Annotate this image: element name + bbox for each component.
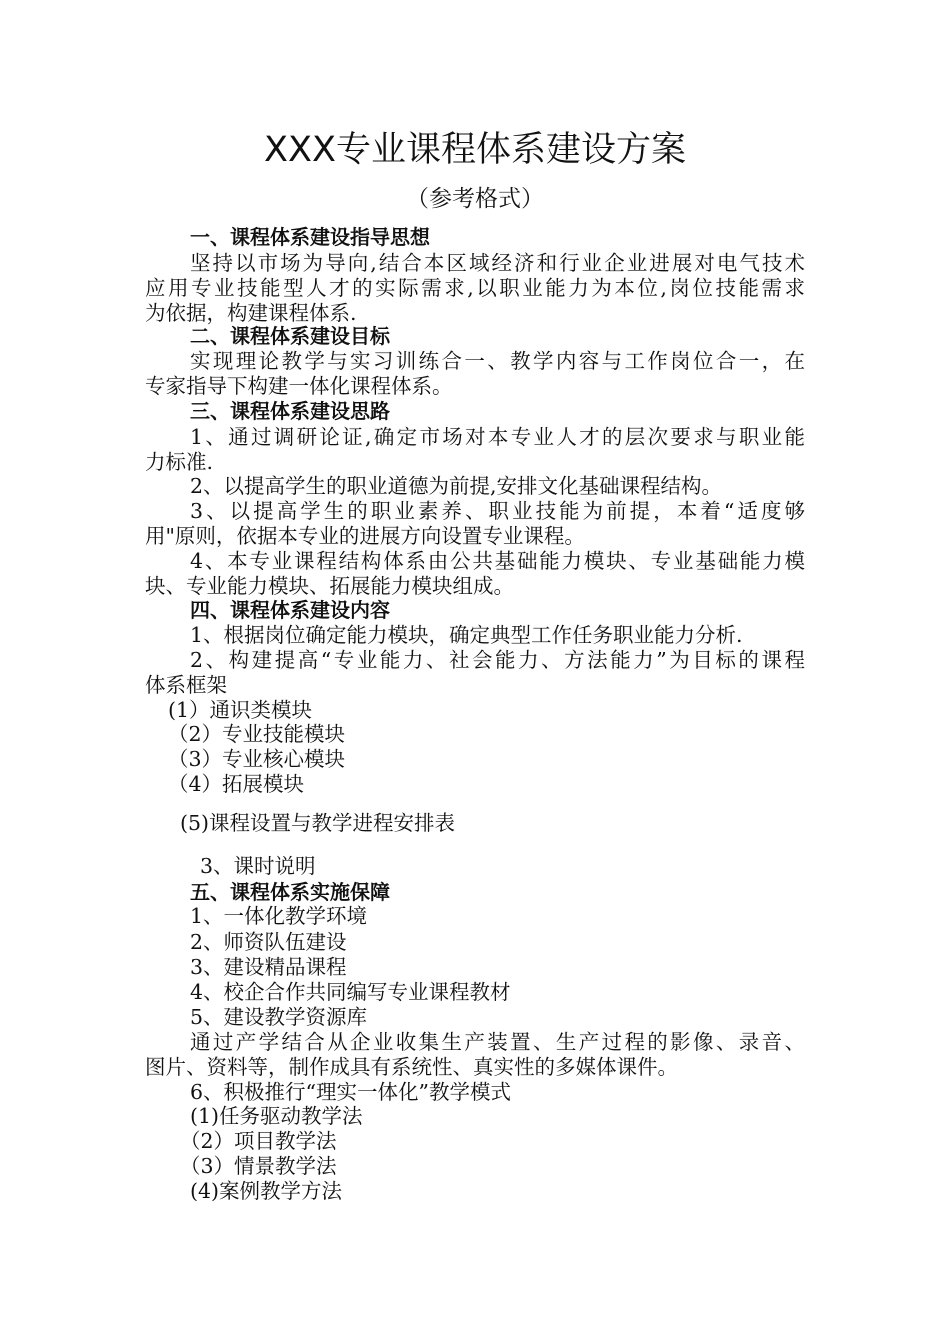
list-item-continuation: 体系框架 [145,673,227,697]
list-item: 2、构建提高“专业能力、社会能力、方法能力”为目标的课程 [190,648,805,672]
list-item: 2、师资队伍建设 [190,930,347,954]
section-heading-content: 四、课程体系建设内容 [190,598,390,622]
section-heading-goals: 二、课程体系建设目标 [190,324,390,348]
list-item: 1、根据岗位确定能力模块，确定典型工作任务职业能力分析. [190,623,743,647]
module-item: (5)课程设置与教学进程安排表 [180,811,456,835]
paragraph-line: 图片、资料等，制作成具有系统性、真实性的多媒体课件。 [145,1055,678,1079]
list-item: 4、本专业课程结构体系由公共基础能力模块、专业基础能力模 [190,549,805,573]
list-item: 3、课时说明 [200,854,316,878]
paragraph-line: 为依据，构建课程体系. [145,301,357,325]
section-heading-approach: 三、课程体系建设思路 [190,399,390,423]
module-item: （2）专业技能模块 [168,722,346,746]
document-title: XXX专业课程体系建设方案 [264,130,686,170]
section-heading-implementation: 五、课程体系实施保障 [190,880,390,904]
list-item: 4、校企合作共同编写专业课程教材 [190,980,511,1004]
section-heading-guiding-ideology: 一、课程体系建设指导思想 [190,225,430,249]
list-item: 2、以提高学生的职业道德为前提,安排文化基础课程结构。 [190,474,723,498]
document-subtitle: （参考格式） [406,186,544,212]
module-item: （4）拓展模块 [168,772,305,796]
list-item-continuation: 用"原则，依据本专业的进展方向设置专业课程。 [145,524,585,548]
module-item: (1）通识类模块 [168,698,313,722]
module-item: （3）专业核心模块 [168,747,346,771]
paragraph-line: 坚持以市场为导向,结合本区域经济和行业企业进展对电气技术 [190,251,805,275]
list-item: 1、通过调研论证,确定市场对本专业人才的层次要求与职业能 [190,425,805,449]
method-item: （2）项目教学法 [180,1129,337,1153]
list-item-continuation: 块、专业能力模块、拓展能力模块组成。 [145,574,514,598]
list-item: 6、积极推行“理实一体化”教学模式 [190,1080,512,1104]
list-item: 5、建设教学资源库 [190,1005,368,1029]
paragraph-line: 实现理论教学与实习训练合一、教学内容与工作岗位合一，在 [190,349,805,373]
list-item: 1、一体化教学环境 [190,904,368,928]
paragraph-line: 专家指导下构建一体化课程体系。 [145,374,453,398]
method-item: （3）情景教学法 [180,1154,337,1178]
list-item-continuation: 力标准. [145,450,214,474]
paragraph-line: 应用专业技能型人才的实际需求,以职业能力为本位,岗位技能需求 [145,276,805,300]
method-item: (1)任务驱动教学法 [190,1104,363,1128]
paragraph-line: 通过产学结合从企业收集生产装置、生产过程的影像、录音、 [190,1030,805,1054]
list-item: 3、以提高学生的职业素养、职业技能为前提，本着“适度够 [190,499,805,523]
method-item: (4)案例教学方法 [190,1179,343,1203]
list-item: 3、建设精品课程 [190,955,347,979]
